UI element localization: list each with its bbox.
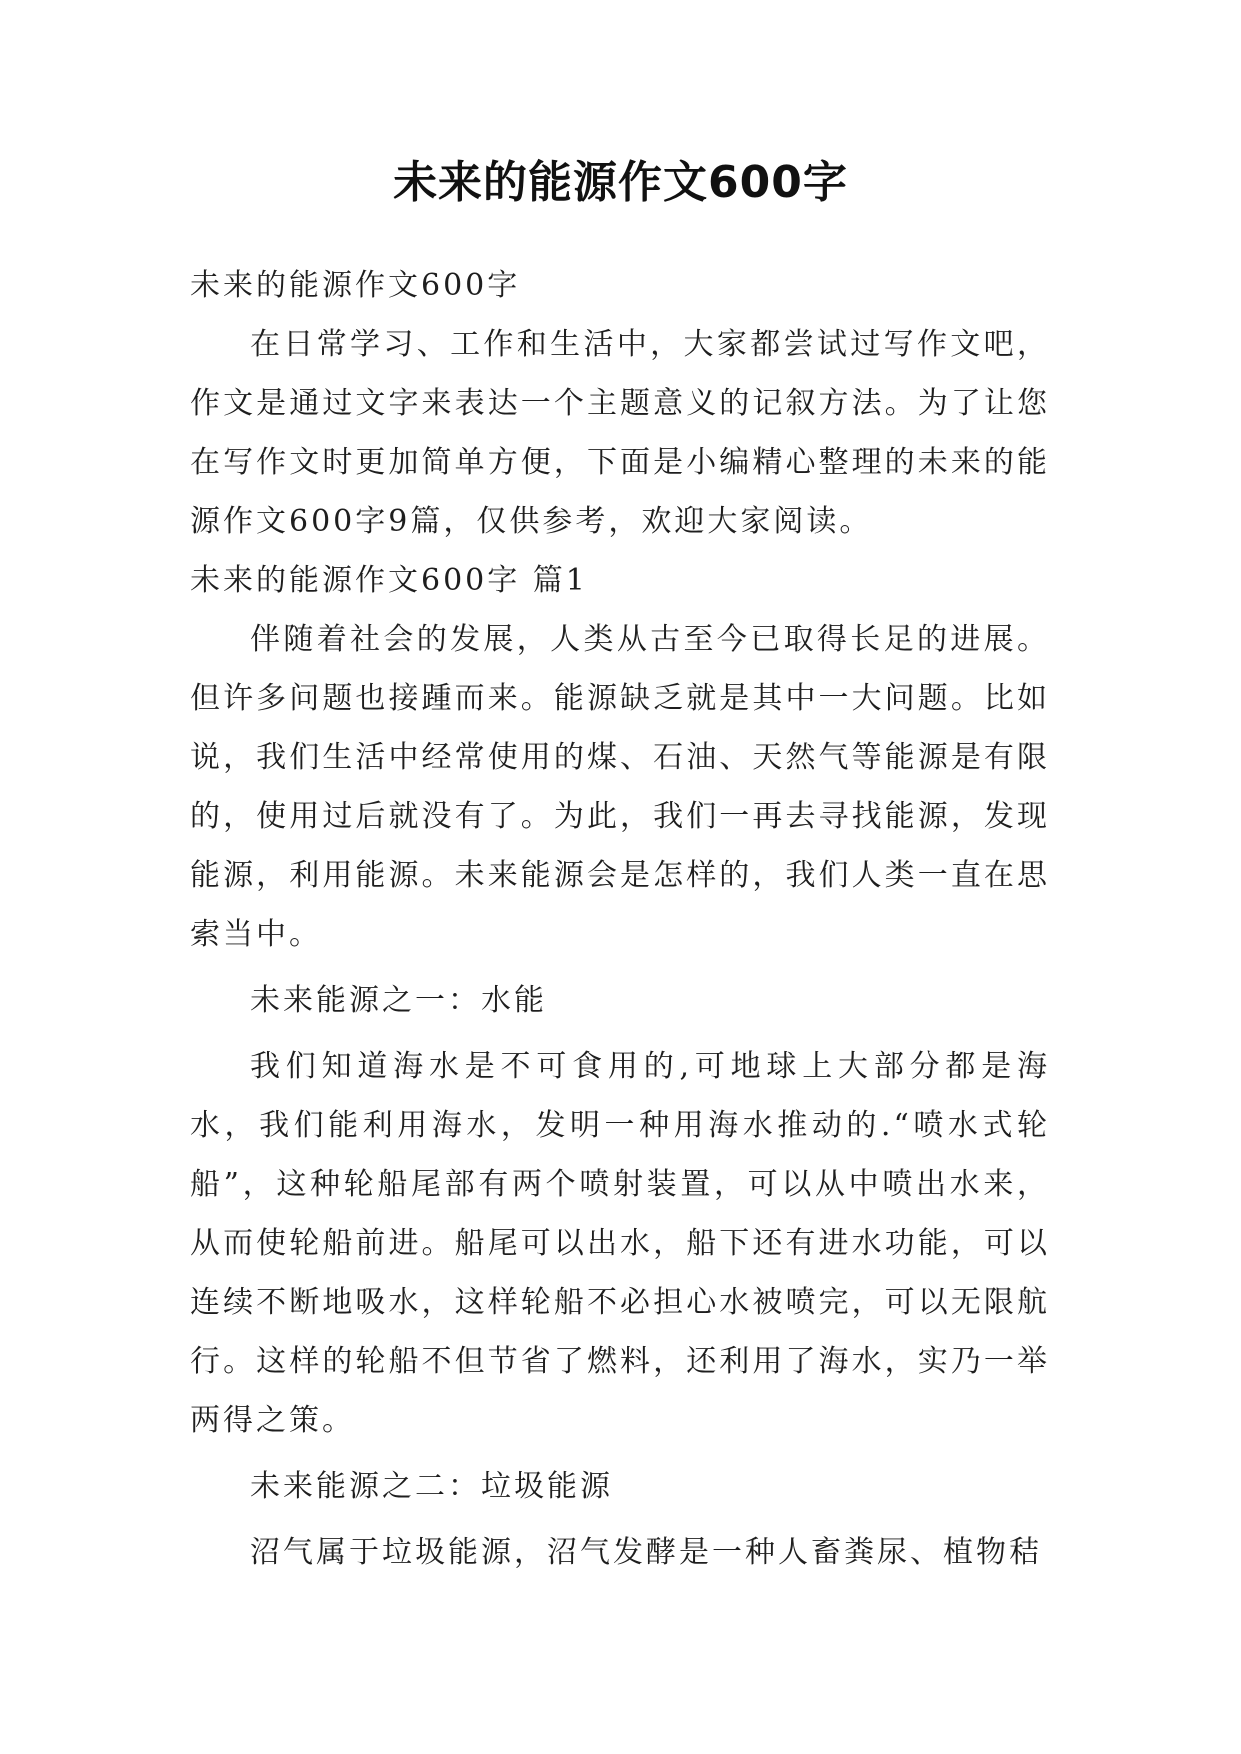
paragraph-section-1-para-1: 伴随着社会的发展，人类从古至今已取得长足的进展。但许多问题也接踵而来。能源缺乏就是其中一大问题。比如说，我们生活中经常使用的煤、石油、天然气等能源是有限的，使用过后就没有了。为此，我们一再去寻找能源，发现能源，利用能源。未来能源会是怎样的，我们人类一直在思索当中。 xyxy=(190,622,1050,952)
document-title: 未来的能源作文600字 xyxy=(393,157,848,208)
paragraph-intro: 在日常学习、工作和生活中，大家都尝试过写作文吧，作文是通过文字来表达一个主题意义的记叙方法。为了让您在写作文时更加简单方便，下面是小编精心整理的未来的能源作文600字9篇，仅供参考，欢迎大家阅读。 xyxy=(190,327,1050,539)
paragraph-energy-2-heading: 未来能源之二：垃圾能源 xyxy=(250,1469,613,1504)
paragraph-energy-1-heading: 未来能源之一：水能 xyxy=(250,983,547,1018)
document-body xyxy=(190,256,1050,1582)
paragraph-energy-2-para: 沼气属于垃圾能源，沼气发酵是一种人畜粪尿、植物秸 xyxy=(250,1535,1042,1570)
paragraph-doc-subtitle: 未来的能源作文600字 xyxy=(190,268,521,303)
paragraph-energy-1-para: 我们知道海水是不可食用的,可地球上大部分都是海水，我们能利用海水，发明一种用海水推动的.“喷水式轮船”，这种轮船尾部有两个喷射装置，可以从中喷出水来，从而使轮船前进。船尾可以出水，船下还有进水功能，可以连续不断地吸水，这样轮船不必担心水被喷完，可以无限航行。这样的轮船不但节省了燃料，还利用了海水，实乃一举两得之策。 xyxy=(190,1049,1050,1438)
paragraph-section-1-heading: 未来的能源作文600字 篇1 xyxy=(190,563,588,598)
